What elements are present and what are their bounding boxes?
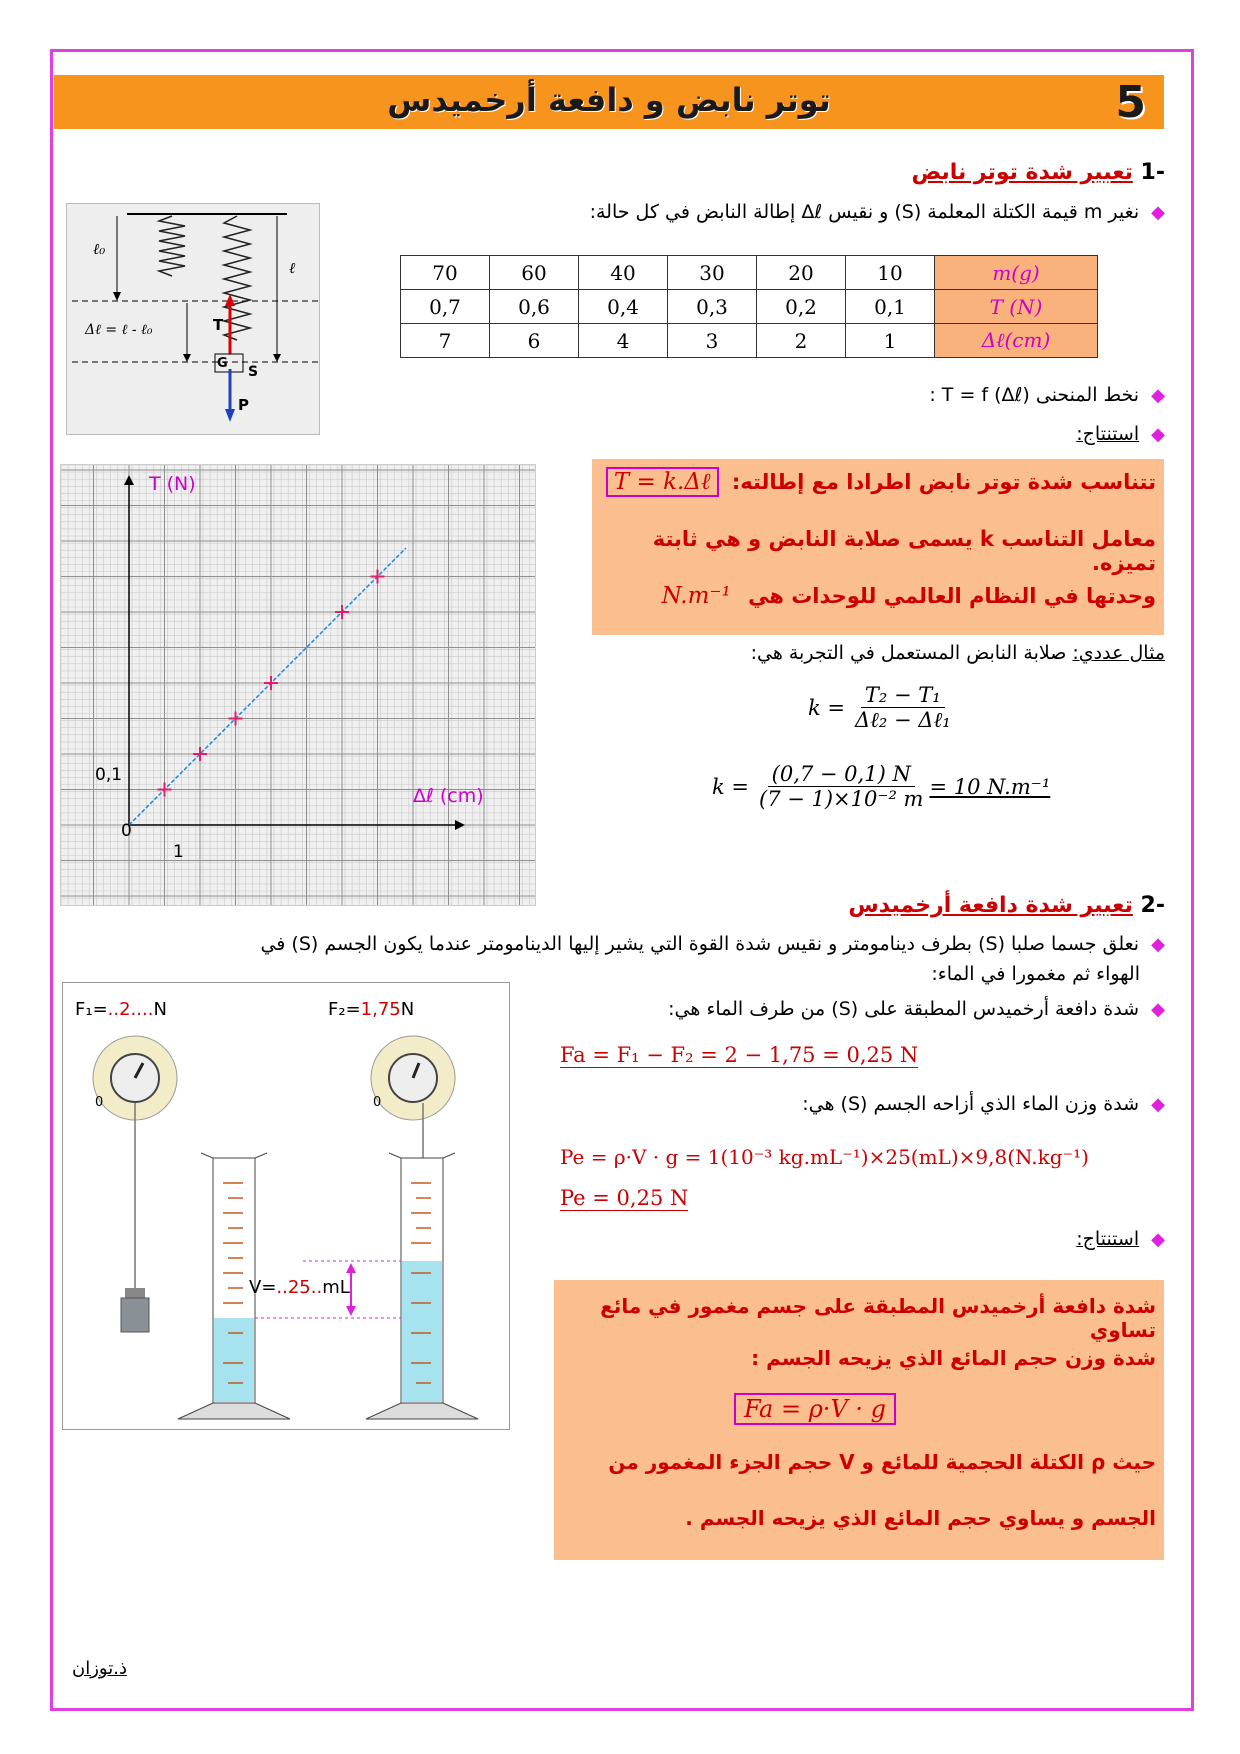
chapter-title: توتر نابض و دافعة أرخميدس bbox=[387, 81, 831, 119]
table-header: m(g) bbox=[935, 256, 1098, 290]
table-row: 0,7 0,6 0,4 0,3 0,2 0,1 T (N) bbox=[401, 290, 1098, 324]
diamond-bullet-icon: ◆ bbox=[1151, 934, 1165, 955]
conclusion-box-1 bbox=[592, 459, 1164, 635]
archimedes-figure bbox=[62, 982, 510, 1430]
dl-label: Δℓ = ℓ - ℓ₀ bbox=[85, 322, 153, 338]
spring-figure bbox=[66, 203, 320, 435]
fa-equation: Fa = F₁ − F₂ = 2 − 1,75 = 0,25 N bbox=[560, 1043, 919, 1067]
title-bar bbox=[54, 75, 1164, 129]
diamond-bullet-icon: ◆ bbox=[1151, 202, 1165, 223]
conclusion2-line3: حيث ρ الكتلة الحجمية للمائع و V حجم الجزء المغمور من bbox=[608, 1450, 1156, 1474]
volume-reading: V=..25..mL bbox=[249, 1277, 350, 1298]
section2-bullet1: ◆ نعلق جسما صلبا (S) بطرف دينامومتر و نقيس شدة القوة التي يشير إليها الدينامومتر عندما يكون الجسم (S) في bbox=[260, 933, 1165, 955]
table-row: 7 6 4 3 2 1 Δℓ(cm) bbox=[401, 324, 1098, 358]
graph-ylabel: T (N) bbox=[149, 473, 196, 495]
p-vector-label: P bbox=[238, 396, 249, 414]
dial-zero-2: 0 bbox=[373, 1095, 382, 1110]
t-vector-label: T bbox=[213, 316, 224, 334]
f1-reading: F₁=..2....N bbox=[75, 999, 167, 1020]
example-line: مثال عددي: صلابة النابض المستعمل في التجربة هي: bbox=[750, 642, 1165, 664]
section2-bullet1-cont: الهواء ثم مغمورا في الماء: bbox=[931, 963, 1140, 985]
dynamometer-cylinders-diagram bbox=[63, 983, 509, 1429]
f2-reading: F₂=1,75N bbox=[328, 999, 415, 1020]
pe-equation-2: Pe = 0,25 N bbox=[560, 1186, 689, 1210]
chapter-number: 5 bbox=[1115, 77, 1146, 128]
section2-bullet3: ◆ شدة وزن الماء الذي أزاحه الجسم (S) هي: bbox=[802, 1093, 1165, 1115]
fit-line bbox=[129, 548, 406, 825]
x-axis-arrow-icon bbox=[455, 820, 465, 830]
conclusion2-line4: الجسم و يساوي حجم المائع الذي يزيحه الجسم . bbox=[685, 1506, 1156, 1530]
section1-bullet2: ◆ نخط المنحنى T = f (Δℓ) : bbox=[929, 384, 1165, 406]
g-label: G bbox=[217, 356, 228, 371]
l-label: ℓ bbox=[289, 259, 296, 277]
pe-equation-1: Pe = ρ·V · g = 1(10⁻³ kg.mL⁻¹)×25(mL)×9,8(N.kg⁻¹) bbox=[560, 1145, 1089, 1169]
section1-heading: -1 تعبير شدة توتر نابض bbox=[911, 160, 1165, 185]
conclusion2-line2: شدة وزن حجم المائع الذي يزيحه الجسم : bbox=[751, 1346, 1156, 1370]
graph-xlabel: Δℓ (cm) bbox=[413, 785, 484, 807]
measurements-table bbox=[400, 255, 1098, 358]
conclusion1-line3: وحدتها في النظام العالمي للوحدات هي N.m⁻¹ bbox=[661, 583, 1156, 609]
graph-panel bbox=[60, 464, 536, 906]
table-header: T (N) bbox=[935, 290, 1098, 324]
section1-bullet1: ◆ نغير m قيمة الكتلة المعلمة (S) و نقيس Δℓ إطالة النابض في كل حالة: bbox=[589, 201, 1165, 223]
author-footer: ذ.توزان bbox=[72, 1658, 127, 1679]
archimedes-formula: Fa = ρ·V · g bbox=[734, 1393, 896, 1425]
k-formula: k = T₂ − T₁ Δℓ₂ − Δℓ₁ bbox=[808, 683, 951, 732]
diamond-bullet-icon: ◆ bbox=[1151, 385, 1165, 406]
tension-vs-elongation-chart bbox=[61, 465, 535, 905]
graph-ytick: 0,1 bbox=[95, 765, 123, 785]
table-row: 70 60 40 30 20 10 m(g) bbox=[401, 256, 1098, 290]
section2-heading: -2 تعبير شدة دافعة أرخميدس bbox=[848, 893, 1165, 918]
graph-origin: 0 bbox=[121, 821, 132, 841]
spring-diagram bbox=[67, 204, 319, 434]
conclusion2-line1: شدة دافعة أرخميدس المطبقة على جسم مغمور في مائع تساوي bbox=[600, 1294, 1156, 1342]
dial-zero-1: 0 bbox=[95, 1095, 104, 1110]
conclusion-box-2 bbox=[554, 1280, 1164, 1560]
diamond-bullet-icon: ◆ bbox=[1151, 1094, 1165, 1115]
l0-label: ℓ₀ bbox=[93, 240, 106, 258]
k-numeric: k = $\frac{(0,7 - 0,1) N}{\text{(7 − 1)×10⁻² m}}$ = 10 N.m⁻¹ bbox=[712, 762, 1051, 811]
hooke-formula: T = k.Δℓ bbox=[606, 467, 719, 497]
graph-xtick: 1 bbox=[173, 842, 184, 862]
section2-bullet2: ◆ شدة دافعة أرخميدس المطبقة على (S) من طرف الماء هي: bbox=[668, 998, 1165, 1020]
diamond-bullet-icon: ◆ bbox=[1151, 1229, 1165, 1250]
diamond-bullet-icon: ◆ bbox=[1151, 999, 1165, 1020]
table-header: Δℓ(cm) bbox=[935, 324, 1098, 358]
unit-label: N.m⁻¹ bbox=[661, 583, 731, 609]
section1-bullet3: ◆ استنتاج: bbox=[1076, 423, 1165, 445]
y-axis-arrow-icon bbox=[124, 475, 134, 485]
section2-bullet4: ◆ استنتاج: bbox=[1076, 1228, 1165, 1250]
diamond-bullet-icon: ◆ bbox=[1151, 424, 1165, 445]
conclusion1-line1: تتناسب شدة توتر نابض اطرادا مع إطالته: T = k.Δℓ bbox=[606, 469, 1156, 495]
conclusion1-line2: معامل التناسب k يسمى صلابة النابض و هي ثابتة تميزه. bbox=[652, 527, 1156, 575]
s-label: S bbox=[248, 364, 259, 380]
